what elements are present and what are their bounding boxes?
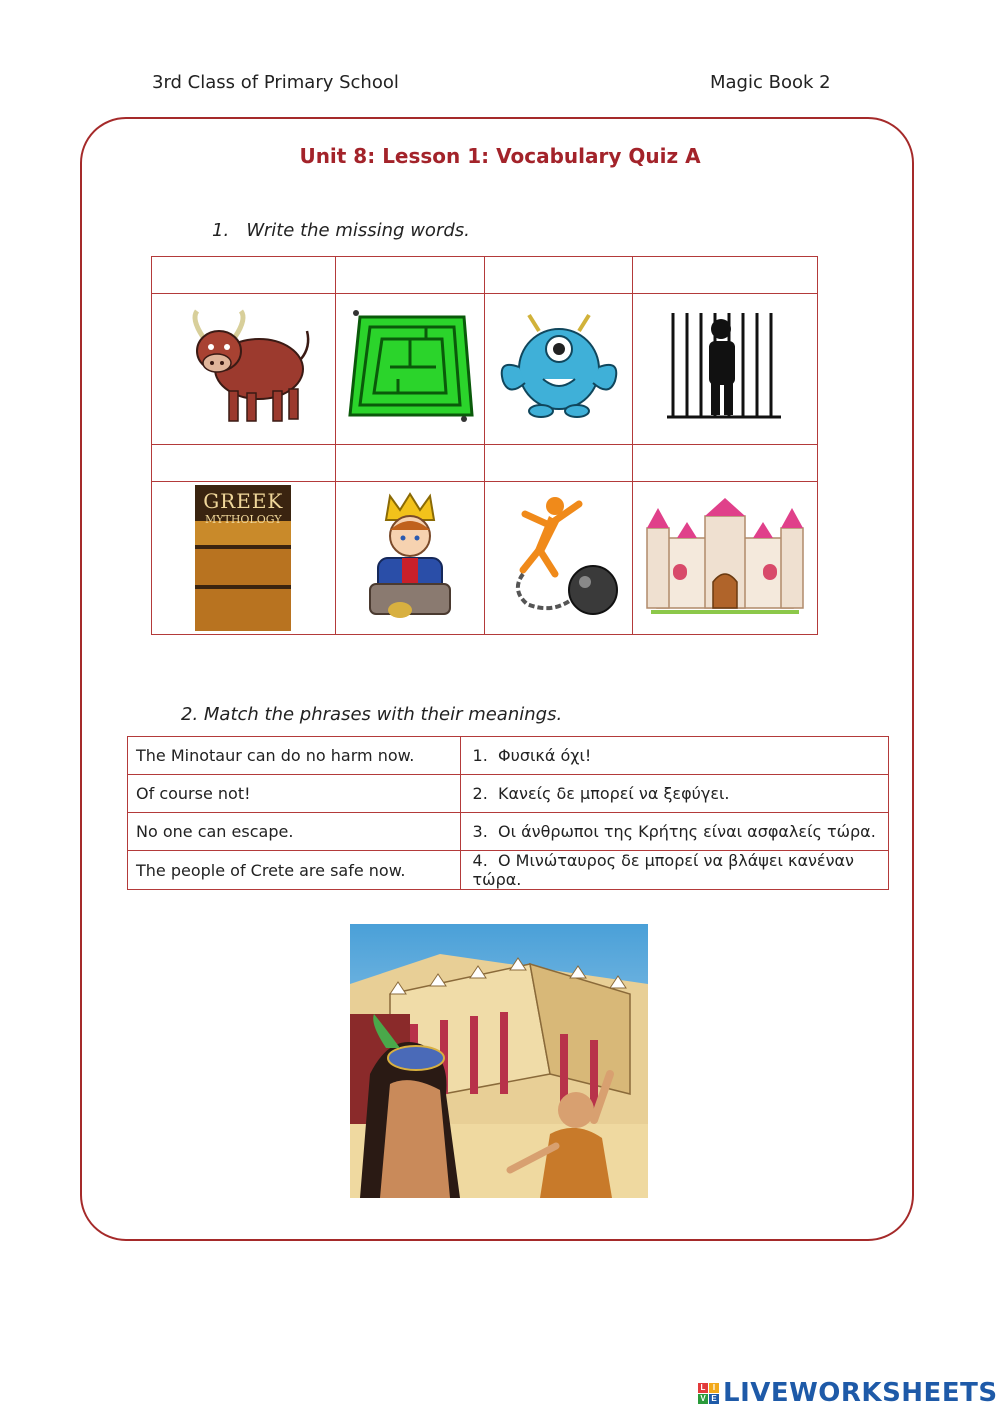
prisoner-in-jail-icon	[665, 311, 785, 423]
knossos-illustration	[350, 924, 648, 1198]
logo-letter-e: E	[709, 1394, 719, 1404]
bull-picture	[152, 294, 336, 445]
king-picture	[335, 482, 485, 635]
answer-cell-1[interactable]	[152, 257, 336, 294]
exercise1-number: 1.	[212, 220, 230, 241]
meaning-cell[interactable]	[460, 851, 888, 890]
answer-cell-2[interactable]	[335, 257, 485, 294]
answer-cell-6[interactable]	[335, 445, 485, 482]
meaning-cell[interactable]	[460, 775, 888, 813]
exercise1-instruction	[212, 220, 470, 241]
palace-scene-illustration	[350, 924, 648, 1198]
liveworksheets-wordmark: LIVEWORKSHEETS	[723, 1378, 998, 1408]
prisoner-picture	[633, 294, 818, 445]
phrase-cell[interactable]: Of course not!	[128, 775, 461, 813]
ball-and-chain-escape-icon	[497, 494, 621, 618]
logo-letter-v: V	[698, 1394, 708, 1404]
bull-icon	[173, 307, 313, 427]
page-title: Unit 8: Lesson 1: Vocabulary Quiz A	[299, 144, 701, 168]
meaning-text: Ο Μινώταυρος δε μπορεί να βλάψει κανέναν τώρα.	[472, 851, 854, 889]
monster-picture	[485, 294, 633, 445]
meaning-cell[interactable]	[460, 813, 888, 851]
header-class-label: 3rd Class of Primary School	[152, 72, 399, 93]
liveworksheets-logo	[698, 1378, 998, 1408]
logo-letter-i: I	[709, 1383, 719, 1393]
logo-letter-l: L	[698, 1383, 708, 1393]
meaning-number: 4.	[472, 851, 488, 870]
meaning-cell[interactable]	[460, 737, 888, 775]
answer-cell-3[interactable]	[485, 257, 633, 294]
phrase-cell[interactable]: The people of Crete are safe now.	[128, 851, 461, 890]
phrase-cell[interactable]: The Minotaur can do no harm now.	[128, 737, 461, 775]
castle-icon	[643, 498, 807, 614]
book-title-greek: GREEK	[203, 489, 284, 513]
meaning-text: Οι άνθρωποι της Κρήτης είναι ασφαλείς τώρα.	[497, 822, 876, 841]
escape-picture	[485, 482, 633, 635]
greek-mythology-picture	[152, 482, 336, 635]
meaning-number: 3.	[472, 822, 488, 841]
matching-row	[128, 775, 889, 813]
answer-cell-5[interactable]	[152, 445, 336, 482]
meaning-number: 2.	[472, 784, 488, 803]
greek-mythology-book-icon	[195, 485, 291, 631]
monster-icon	[495, 311, 623, 423]
answer-cell-4[interactable]	[633, 257, 818, 294]
palace-picture	[633, 482, 818, 635]
vocabulary-table	[151, 256, 818, 635]
maze-picture	[335, 294, 485, 445]
exercise1-text: Write the missing words.	[246, 220, 470, 241]
matching-row	[128, 851, 889, 890]
liveworksheets-mark-icon	[698, 1383, 719, 1404]
matching-row	[128, 737, 889, 775]
matching-row	[128, 813, 889, 851]
exercise2-instruction: 2. Match the phrases with their meanings.	[181, 704, 563, 725]
answer-cell-7[interactable]	[485, 445, 633, 482]
phrase-cell[interactable]: No one can escape.	[128, 813, 461, 851]
king-icon	[360, 492, 460, 620]
matching-table	[127, 736, 889, 890]
meaning-text: Φυσικά όχι!	[497, 746, 592, 765]
header-book-label: Magic Book 2	[710, 72, 831, 93]
book-title-mythology: MYTHOLOGY	[204, 513, 282, 526]
maze-icon	[346, 307, 474, 427]
meaning-text: Κανείς δε μπορεί να ξεφύγει.	[497, 784, 730, 803]
answer-cell-8[interactable]	[633, 445, 818, 482]
meaning-number: 1.	[472, 746, 488, 765]
